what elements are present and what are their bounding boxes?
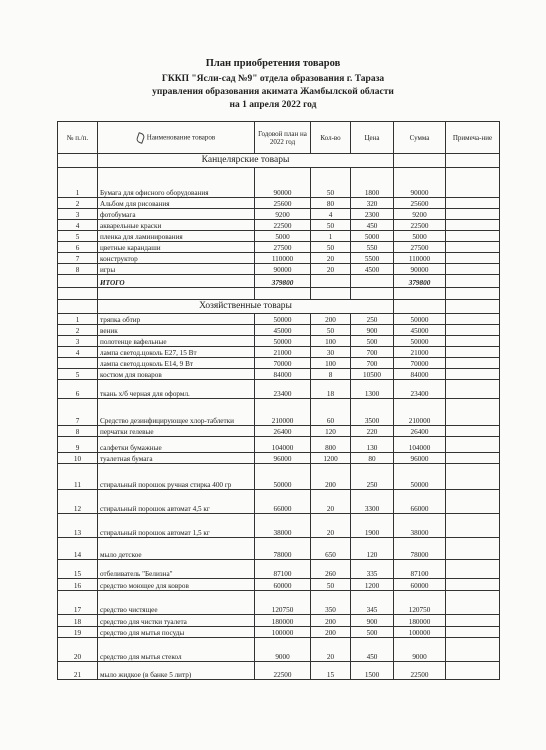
item-name: цветные карандаши (98, 242, 255, 253)
note (446, 514, 500, 538)
section-row (58, 300, 500, 314)
table-row (58, 198, 500, 209)
row-number: 8 (58, 426, 98, 437)
spacer-cell (255, 288, 311, 300)
annual-plan: 27500 (255, 242, 311, 253)
price: 5500 (351, 253, 394, 264)
quantity: 650 (311, 538, 351, 560)
price: 1500 (351, 662, 394, 680)
note (446, 358, 500, 369)
table-row (58, 591, 500, 615)
quantity: 260 (311, 560, 351, 579)
price: 130 (351, 437, 394, 453)
price: 900 (351, 325, 394, 336)
note (446, 579, 500, 591)
table-row (58, 426, 500, 437)
quantity: 200 (311, 615, 351, 627)
sum: 84000 (394, 369, 446, 380)
price: 120 (351, 538, 394, 560)
table-row (58, 615, 500, 627)
annual-plan: 90000 (255, 168, 311, 198)
table-row (58, 399, 500, 426)
row-number: 9 (58, 437, 98, 453)
item-name: средство для мытья посуды (98, 627, 255, 638)
table-row (58, 453, 500, 464)
price: 10500 (351, 369, 394, 380)
sum: 78000 (394, 538, 446, 560)
price: 4500 (351, 264, 394, 275)
note (446, 380, 500, 399)
row-number: 13 (58, 514, 98, 538)
row-number: 4 (58, 220, 98, 231)
annual-plan: 21000 (255, 347, 311, 358)
total-cell (446, 275, 500, 288)
section-row (58, 154, 500, 168)
table-row (58, 220, 500, 231)
annual-plan: 66000 (255, 490, 311, 514)
annual-plan: 22500 (255, 662, 311, 680)
quantity: 60 (311, 399, 351, 426)
column-header (98, 122, 255, 154)
spacer-cell (351, 288, 394, 300)
price: 3500 (351, 399, 394, 426)
column-header: Сумма (394, 122, 446, 154)
document-title: План приобретения товаров (205, 58, 341, 69)
row-number: 19 (58, 627, 98, 638)
item-name: салфетки бумажные (98, 437, 255, 453)
organization-line: ГККП "Ясли-сад №9" отдела образования г. Тараза (161, 74, 385, 84)
quantity: 20 (311, 253, 351, 264)
table-row (58, 638, 500, 662)
quantity: 20 (311, 264, 351, 275)
quantity: 200 (311, 627, 351, 638)
sum: 50000 (394, 336, 446, 347)
item-name: перчатки гелевые (98, 426, 255, 437)
sum: 180000 (394, 615, 446, 627)
section-cell (58, 300, 98, 314)
table-body (58, 122, 500, 680)
price: 80 (351, 453, 394, 464)
annual-plan: 25600 (255, 198, 311, 209)
total-row (58, 275, 500, 288)
annual-plan: 120750 (255, 591, 311, 615)
note (446, 627, 500, 638)
item-name: средство для мытья стекол (98, 638, 255, 662)
table-row (58, 627, 500, 638)
note (446, 638, 500, 662)
row-number: 1 (58, 314, 98, 325)
quill-icon (135, 132, 145, 144)
sum: 5000 (394, 231, 446, 242)
quantity: 18 (311, 380, 351, 399)
row-number: 6 (58, 242, 98, 253)
annual-plan: 96000 (255, 453, 311, 464)
annual-plan: 9200 (255, 209, 311, 220)
price: 250 (351, 464, 394, 490)
note (446, 264, 500, 275)
row-number (58, 358, 98, 369)
sum: 38000 (394, 514, 446, 538)
table-row (58, 662, 500, 680)
section-cell (446, 154, 500, 168)
sum: 90000 (394, 264, 446, 275)
row-number: 2 (58, 198, 98, 209)
row-number: 5 (58, 231, 98, 242)
item-name: костюм для поваров (98, 369, 255, 380)
quantity: 20 (311, 638, 351, 662)
price: 500 (351, 336, 394, 347)
price: 450 (351, 638, 394, 662)
item-name: игры (98, 264, 255, 275)
column-header: Годовой план на 2022 год (255, 122, 311, 154)
row-number: 3 (58, 209, 98, 220)
annual-plan: 50000 (255, 336, 311, 347)
row-number: 15 (58, 560, 98, 579)
sum: 87100 (394, 560, 446, 579)
sum: 50000 (394, 464, 446, 490)
row-number: 5 (58, 369, 98, 380)
row-number: 7 (58, 399, 98, 426)
quantity: 50 (311, 168, 351, 198)
table-row (58, 358, 500, 369)
quantity: 1200 (311, 453, 351, 464)
price: 345 (351, 591, 394, 615)
quantity: 8 (311, 369, 351, 380)
quantity: 350 (311, 591, 351, 615)
price: 1900 (351, 514, 394, 538)
sum: 90000 (394, 168, 446, 198)
sum: 22500 (394, 662, 446, 680)
price: 1300 (351, 380, 394, 399)
annual-plan: 23400 (255, 380, 311, 399)
sum: 9200 (394, 209, 446, 220)
spacer-cell (446, 288, 500, 300)
table-row (58, 231, 500, 242)
annual-plan: 104000 (255, 437, 311, 453)
quantity: 100 (311, 358, 351, 369)
price: 550 (351, 242, 394, 253)
note (446, 426, 500, 437)
spacer-row (58, 288, 500, 300)
item-name: Альбом для рисования (98, 198, 255, 209)
quantity: 200 (311, 314, 351, 325)
annual-plan: 26400 (255, 426, 311, 437)
table-row (58, 336, 500, 347)
total-cell (58, 275, 98, 288)
sum: 66000 (394, 490, 446, 514)
annual-plan: 50000 (255, 464, 311, 490)
item-name: стиральный порошок ручная стирка 400 гр (98, 464, 255, 490)
item-name: пленка для ламинирования (98, 231, 255, 242)
table-row (58, 369, 500, 380)
column-header: Цена (351, 122, 394, 154)
item-name: акварельные краски (98, 220, 255, 231)
item-name: полотенце вафельные (98, 336, 255, 347)
sum: 21000 (394, 347, 446, 358)
price: 700 (351, 347, 394, 358)
sum: 70000 (394, 358, 446, 369)
price: 450 (351, 220, 394, 231)
sum: 96000 (394, 453, 446, 464)
row-number: 7 (58, 253, 98, 264)
item-name: фотобумага (98, 209, 255, 220)
column-header-label: Наименование товаров (146, 133, 216, 142)
sum: 26400 (394, 426, 446, 437)
table-row (58, 514, 500, 538)
table-row (58, 490, 500, 514)
item-name: стиральный порошок автомат 4,5 кг (98, 490, 255, 514)
section-title: Канцелярские товары (98, 154, 394, 168)
table-row (58, 168, 500, 198)
annual-plan: 5000 (255, 231, 311, 242)
table-row (58, 242, 500, 253)
note (446, 464, 500, 490)
sum: 27500 (394, 242, 446, 253)
item-name: лампа светод.цоколь Е14, 9 Вт (98, 358, 255, 369)
table-row (58, 437, 500, 453)
table-header-row (58, 122, 500, 154)
total-cell (351, 275, 394, 288)
quantity: 200 (311, 464, 351, 490)
note (446, 336, 500, 347)
sum: 120750 (394, 591, 446, 615)
table-row (58, 579, 500, 591)
item-name: средство моющее для ковров (98, 579, 255, 591)
spacer-cell (98, 288, 255, 300)
sum: 50000 (394, 314, 446, 325)
annual-plan: 70000 (255, 358, 311, 369)
quantity: 50 (311, 220, 351, 231)
row-number: 8 (58, 264, 98, 275)
note (446, 591, 500, 615)
row-number: 4 (58, 347, 98, 358)
section-cell (394, 300, 446, 314)
sum: 9000 (394, 638, 446, 662)
note (446, 325, 500, 336)
table-row (58, 347, 500, 358)
row-number: 14 (58, 538, 98, 560)
note (446, 560, 500, 579)
annual-plan: 90000 (255, 264, 311, 275)
table-row (58, 538, 500, 560)
price: 335 (351, 560, 394, 579)
annual-plan: 78000 (255, 538, 311, 560)
row-number: 3 (58, 336, 98, 347)
annual-plan: 38000 (255, 514, 311, 538)
table-row (58, 264, 500, 275)
table-row (58, 253, 500, 264)
spacer-cell (58, 288, 98, 300)
annual-plan: 210000 (255, 399, 311, 426)
quantity: 20 (311, 514, 351, 538)
row-number: 20 (58, 638, 98, 662)
item-name: лампа светод.цоколь Е27, 15 Вт (98, 347, 255, 358)
item-name: ткань х/б черная для оформл. (98, 380, 255, 399)
note (446, 347, 500, 358)
price: 250 (351, 314, 394, 325)
annual-plan: 9000 (255, 638, 311, 662)
quantity: 80 (311, 198, 351, 209)
note (446, 369, 500, 380)
item-name: Бумага для офисного оборудования (98, 168, 255, 198)
sum: 60000 (394, 579, 446, 591)
sum: 104000 (394, 437, 446, 453)
annual-plan: 100000 (255, 627, 311, 638)
note (446, 231, 500, 242)
annual-plan: 50000 (255, 314, 311, 325)
row-number: 18 (58, 615, 98, 627)
purchase-plan-table (57, 121, 500, 680)
row-number: 17 (58, 591, 98, 615)
quantity: 50 (311, 325, 351, 336)
price: 900 (351, 615, 394, 627)
quantity: 15 (311, 662, 351, 680)
sum: 23400 (394, 380, 446, 399)
note (446, 437, 500, 453)
row-number: 16 (58, 579, 98, 591)
note (446, 209, 500, 220)
price: 700 (351, 358, 394, 369)
item-name: стиральный порошок автомат 1,5 кг (98, 514, 255, 538)
note (446, 662, 500, 680)
date-line: на 1 апреля 2022 год (229, 100, 317, 110)
item-name: Средство дезинфицирующее хлор-таблетки (98, 399, 255, 426)
quantity: 120 (311, 426, 351, 437)
note (446, 399, 500, 426)
sum: 45000 (394, 325, 446, 336)
column-header: Кол-во (311, 122, 351, 154)
quantity: 1 (311, 231, 351, 242)
quantity: 50 (311, 242, 351, 253)
price: 1200 (351, 579, 394, 591)
price: 3300 (351, 490, 394, 514)
quantity: 30 (311, 347, 351, 358)
annual-plan: 180000 (255, 615, 311, 627)
section-cell (58, 154, 98, 168)
row-number: 21 (58, 662, 98, 680)
note (446, 314, 500, 325)
price: 2300 (351, 209, 394, 220)
note (446, 198, 500, 209)
annual-plan: 84000 (255, 369, 311, 380)
item-name: средство для чистки туалета (98, 615, 255, 627)
note (446, 168, 500, 198)
section-cell (394, 154, 446, 168)
quantity: 100 (311, 336, 351, 347)
section-title: Хозяйственные товары (98, 300, 394, 314)
spacer-cell (311, 288, 351, 300)
item-name: туалетная бумага (98, 453, 255, 464)
annual-plan: 60000 (255, 579, 311, 591)
annual-plan: 22500 (255, 220, 311, 231)
table-row (58, 325, 500, 336)
note (446, 220, 500, 231)
note (446, 490, 500, 514)
table-row (58, 464, 500, 490)
item-name: мыло жидкое (в банке 5 литр) (98, 662, 255, 680)
annual-plan: 45000 (255, 325, 311, 336)
quantity: 4 (311, 209, 351, 220)
table-row (58, 380, 500, 399)
row-number: 12 (58, 490, 98, 514)
column-header: № п./п. (58, 122, 98, 154)
price: 500 (351, 627, 394, 638)
row-number: 11 (58, 464, 98, 490)
row-number: 1 (58, 168, 98, 198)
section-cell (446, 300, 500, 314)
item-name: отбеливатель "Белизна" (98, 560, 255, 579)
annual-plan: 87100 (255, 560, 311, 579)
row-number: 6 (58, 380, 98, 399)
note (446, 253, 500, 264)
quantity: 800 (311, 437, 351, 453)
note (446, 538, 500, 560)
sum: 110000 (394, 253, 446, 264)
total-cell (311, 275, 351, 288)
item-name: конструктор (98, 253, 255, 264)
sum: 210000 (394, 399, 446, 426)
sum: 22500 (394, 220, 446, 231)
price: 220 (351, 426, 394, 437)
spacer-cell (394, 288, 446, 300)
note (446, 615, 500, 627)
table-row (58, 560, 500, 579)
note (446, 242, 500, 253)
total-plan: 379800 (255, 275, 311, 288)
table-row (58, 209, 500, 220)
column-header: Примеча-ние (446, 122, 500, 154)
sum: 25600 (394, 198, 446, 209)
quantity: 20 (311, 490, 351, 514)
price: 5000 (351, 231, 394, 242)
quantity: 50 (311, 579, 351, 591)
price: 1800 (351, 168, 394, 198)
sum: 100000 (394, 627, 446, 638)
row-number: 2 (58, 325, 98, 336)
annual-plan: 110000 (255, 253, 311, 264)
row-number: 10 (58, 453, 98, 464)
note (446, 453, 500, 464)
item-name: мыло детское (98, 538, 255, 560)
price: 320 (351, 198, 394, 209)
table-row (58, 314, 500, 325)
total-sum: 379800 (394, 275, 446, 288)
department-line: управления образования акимата Жамбылской области (152, 87, 394, 97)
total-label: ИТОГО (98, 275, 255, 288)
item-name: средство чистящее (98, 591, 255, 615)
item-name: тряпка обтир (98, 314, 255, 325)
item-name: веник (98, 325, 255, 336)
